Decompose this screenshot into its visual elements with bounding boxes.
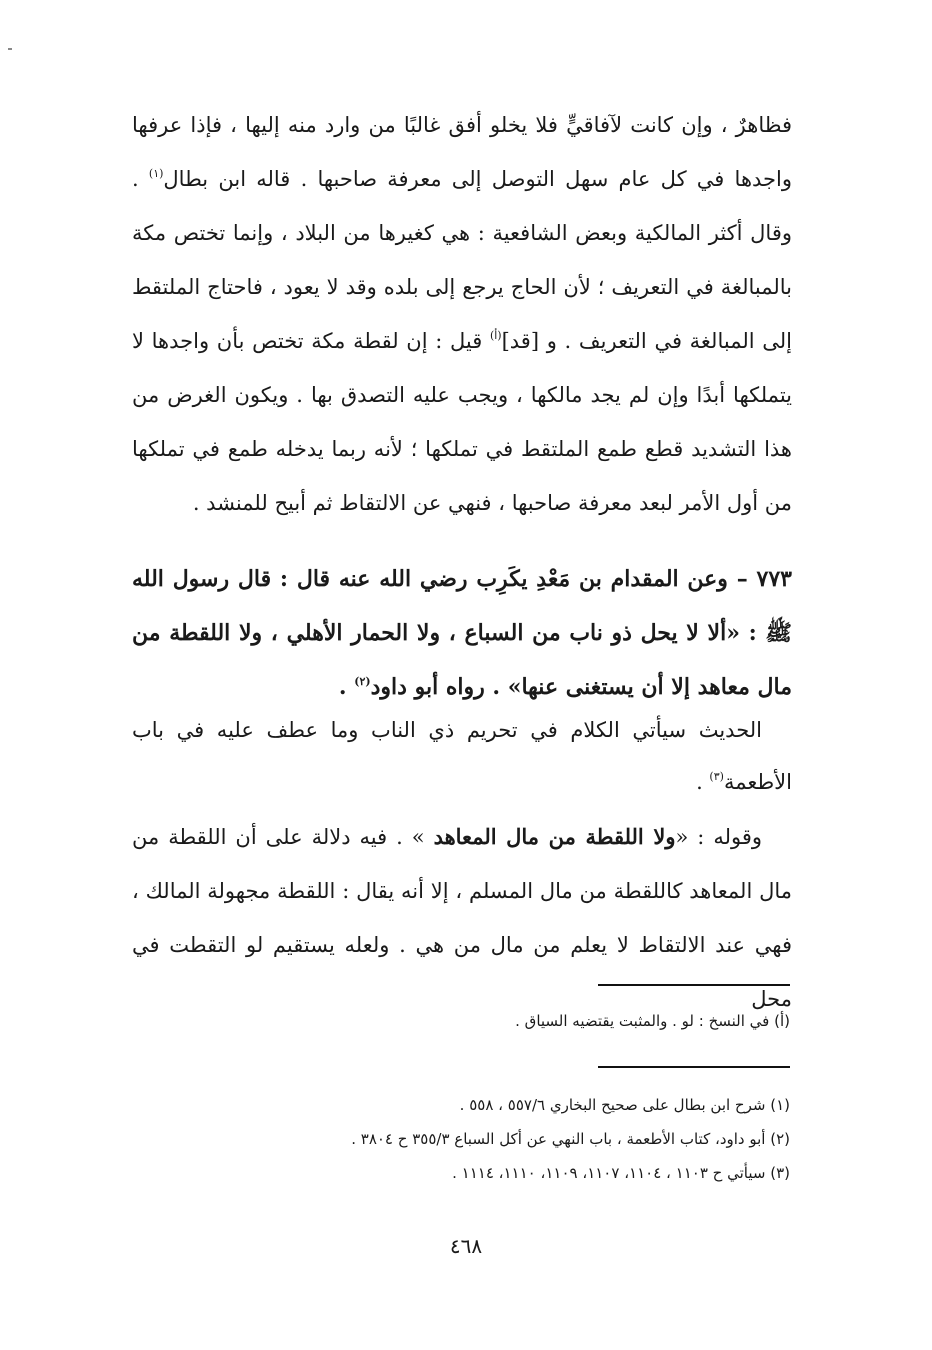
footnote-ref-a: (أ) [489,329,502,342]
paragraph-text: وقوله : « [675,825,763,849]
footnote-ref-3: (٣) [709,770,724,783]
paragraph-end: . [696,770,710,794]
paragraph-commentary-2 [132,704,792,808]
hadith-body: ٧٧٣ – وعن المقدام بن مَعْدِ يكَرِب رضي الله عنه قال : قال رسول الله ﷺ : «ألا لا يحل ذو ناب من السباع ، ولا الحمار الأهلي ، ولا اللقطة من مال معاهد إلا أن يستغنى عنها» . رواه أبو داود [132,566,792,700]
paragraph-text: وقال أكثر المالكية وبعض الشافعية : هي كغيرها من البلاد ، وإنما تختص مكة بالمبالغة في التعريف ؛ لأن الحاج يرجع إلى بلده وقد لا يعود ، فاحتاج الملتقط إلى المبالغة في التعريف . و [قد] [132,221,792,353]
variant-note: (أ) في النسخ : لو . والمثبت يقتضيه السياق . [515,1012,790,1030]
footnote-3: (٣) سيأتي ح ١١٠٣ ، ١١٠٤، ١١٠٧، ١١٠٩، ١١١٠، ١١١٤ . [452,1164,790,1182]
footnote-1: (١) شرح ابن بطال على صحيح البخاري ٥٥٧/٦ ، ٥٥٨ . [459,1096,790,1114]
footnote-2: (٢) أبو داود، كتاب الأطعمة ، باب النهي عن أكل السباع ٣٥٥/٣ ح ٣٨٠٤ . [351,1130,790,1148]
page-number: ٤٦٨ [449,1234,483,1258]
paragraph-text: الحديث سيأتي الكلام في تحريم ذي الناب وما عطف عليه في باب الأطعمة [132,718,792,794]
footnote-divider [598,1066,790,1068]
hadith-text [132,552,792,714]
paragraph-text: قيل : إن لقطة مكة تختص بأن واجدها لا يتملكها أبدًا وإن لم يجد مالكها ، ويجب عليه التصدق بها . ويكون الغرض من هذا التشديد قطع طمع الملتقط في تملكها ؛ لأنه ربما يدخله طمع في تملكها من أول الأمر لبعد معرفة صاحبها ، فنهي عن الالتقاط ثم أبيح للمنشد . [132,329,792,515]
paragraph-text: » . فيه دلالة على أن اللقطة من مال المعاهد كاللقطة من مال المسلم ، إلا أنه يقال : اللقطة مجهولة المالك ، فهي عند الالتقاط لا يعلم من مال من هي . ولعله يستقيم لو التقطت في محل [132,825,792,1011]
paragraph-end: . [132,167,149,191]
footnote-ref-2: (٢) [354,675,371,688]
footnote-ref-1: (١) [148,167,164,180]
paragraph-text: فظاهرٌ ، وإن كانت لآفاقيٍّ فلا يخلو أفق غالبًا من وارد منه إليها ، فإذا عرفها واجدها في كل عام سهل التوصل إلى معرفة صاحبها . قاله ابن بطال [132,113,792,191]
paragraph-commentary-1 [132,98,792,530]
quoted-phrase: ولا اللقطة من مال المعاهد [433,824,676,849]
scan-mark [8,48,12,50]
paragraph-commentary-3 [132,810,792,1026]
footnote-divider [598,984,790,986]
hadith-end: . [338,674,355,700]
